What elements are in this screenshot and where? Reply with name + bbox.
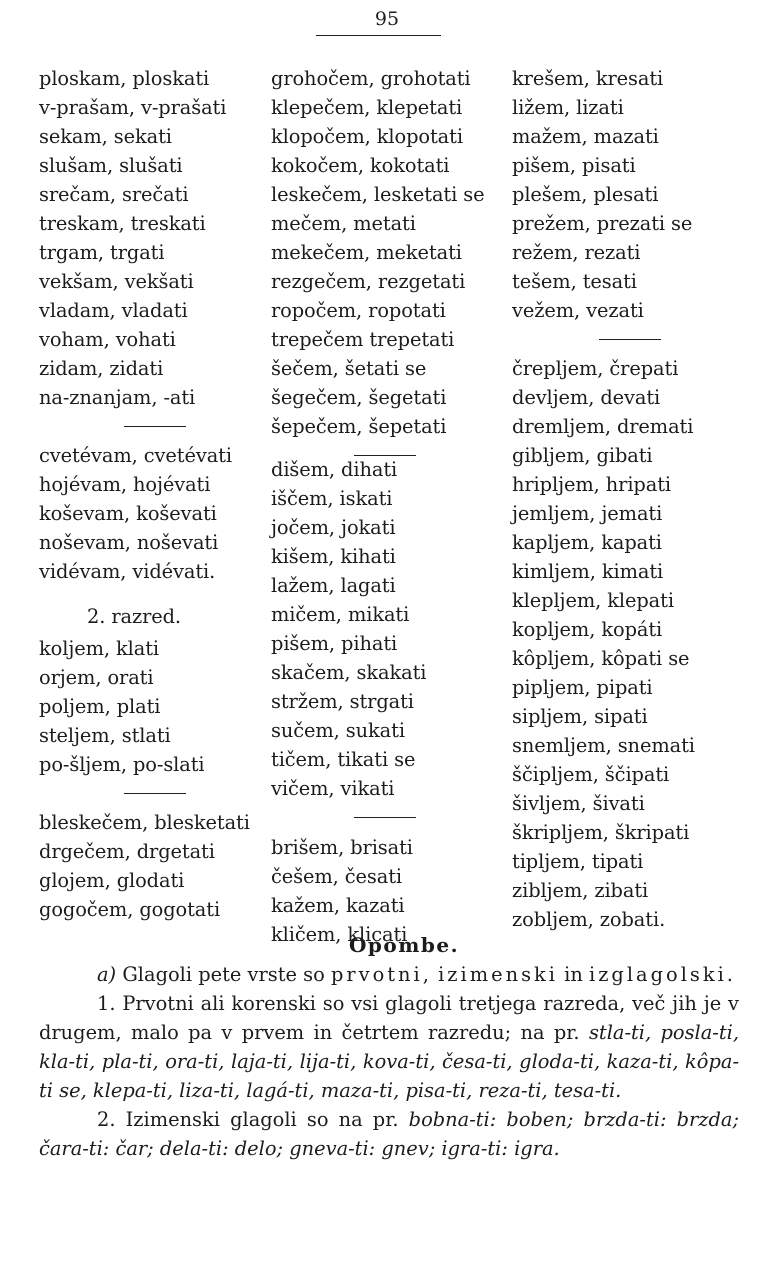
word-pair: klepljem, klepati xyxy=(512,589,674,612)
word-pair: lažem, lagati xyxy=(271,574,396,597)
word-pair: cvetévam, cvetévati xyxy=(39,444,232,467)
word-pair: pišem, pisati xyxy=(512,154,636,177)
section-heading: 2. razred. xyxy=(86,605,182,628)
col1-group-a xyxy=(39,64,284,412)
word-pair: slušam, slušati xyxy=(39,154,183,177)
word-pair: krešem, kresati xyxy=(512,67,664,90)
word-pair: ploskam, ploskati xyxy=(39,67,210,90)
word-pair: koševam, koševati xyxy=(39,502,217,525)
word-pair: gibljem, gibati xyxy=(512,444,653,467)
word-pair: kažem, kazati xyxy=(271,894,405,917)
header-rule xyxy=(316,35,441,36)
word-pair: prežem, prezati se xyxy=(512,212,693,235)
word-pair: gogočem, gogotati xyxy=(39,898,221,921)
word-pair: škripljem, škripati xyxy=(512,821,690,844)
word-pair: v-prašam, v-prašati xyxy=(39,96,227,119)
word-pair: steljem, stlati xyxy=(39,724,171,747)
word-pair: zobljem, zobati. xyxy=(512,908,666,931)
term-prvotni: prvotni, xyxy=(330,963,432,986)
word-pair: plešem, plesati xyxy=(512,183,659,206)
word-pair: devljem, devati xyxy=(512,386,661,409)
word-pair: pipljem, pipati xyxy=(512,676,653,699)
word-pair: kapljem, kapati xyxy=(512,531,662,554)
separator xyxy=(271,803,516,833)
word-pair: klepečem, klepetati xyxy=(271,96,463,119)
note-a xyxy=(39,960,739,989)
note-a-text: Glagoli pete vrste so xyxy=(122,963,325,986)
note-1-text: 1. Prvotni ali korenski so vsi glagoli tretjega razreda, več jih je v drugem, malo pa v prvem in četrtem razredu; na pr. xyxy=(39,992,739,1044)
separator xyxy=(512,325,757,354)
word-pair: skačem, skakati xyxy=(271,661,427,684)
col3-group-a xyxy=(512,64,757,325)
word-pair: kokočem, kokotati xyxy=(271,154,450,177)
word-pair: ližem, lizati xyxy=(512,96,624,119)
word-pair: kimljem, kimati xyxy=(512,560,664,583)
note-a-conj: in xyxy=(564,963,583,986)
word-pair: stržem, strgati xyxy=(271,690,414,713)
separator xyxy=(271,441,516,455)
col2-group-a xyxy=(271,64,516,441)
col1-group-b xyxy=(39,441,284,586)
word-pair: trgam, trgati xyxy=(39,241,165,264)
word-pair: vekšam, vekšati xyxy=(39,270,194,293)
word-pair: hojévam, hojévati xyxy=(39,473,211,496)
word-pair: vladam, vladati xyxy=(39,299,188,322)
note-a-label: a) xyxy=(97,963,117,986)
page-number: 95 xyxy=(374,8,400,30)
term-izimenski: izimenski xyxy=(438,963,558,986)
word-pair: jemljem, jemati xyxy=(512,502,663,525)
column-2 xyxy=(271,64,516,949)
word-pair: orjem, orati xyxy=(39,666,154,689)
note-1-examples: stla-ti, posla-ti, kla-ti, pla-ti, ora-ti, laja-ti, lija-ti, kova-ti, česa-ti, gloda-ti, kaza-ti, kôpa-ti se, klepa-ti, liza-ti, lagá-ti, maza-ti, pisa-ti, reza-ti, tesa-ti. xyxy=(39,1021,740,1102)
word-pair: ščipljem, ščipati xyxy=(512,763,670,786)
col1-group-d xyxy=(39,808,284,924)
word-pair: vičem, vikati xyxy=(271,777,395,800)
word-pair: mičem, mikati xyxy=(271,603,410,626)
word-pair: poljem, plati xyxy=(39,695,161,718)
word-pair: snemljem, snemati xyxy=(512,734,695,757)
col1-group-c xyxy=(39,634,284,779)
col2-group-b xyxy=(271,455,516,803)
word-pair: šegečem, šegetati xyxy=(271,386,447,409)
word-pair: treskam, treskati xyxy=(39,212,206,235)
word-pair: brišem, brisati xyxy=(271,836,413,859)
word-pair: šečem, šetati se xyxy=(271,357,427,380)
word-pair: tipljem, tipati xyxy=(512,850,644,873)
word-pair: zidam, zidati xyxy=(39,357,164,380)
column-3 xyxy=(512,64,757,934)
note-2 xyxy=(39,1105,739,1163)
word-pair: rezgečem, rezgetati xyxy=(271,270,466,293)
word-pair: hripljem, hripati xyxy=(512,473,672,496)
word-pair: šepečem, šepetati xyxy=(271,415,447,438)
word-pair: kišem, kihati xyxy=(271,545,396,568)
word-pair: vežem, vezati xyxy=(512,299,644,322)
word-pair: kopljem, kopáti xyxy=(512,618,663,641)
separator xyxy=(39,779,284,808)
separator xyxy=(39,412,284,441)
word-pair: srečam, srečati xyxy=(39,183,189,206)
col3-group-b xyxy=(512,354,757,934)
word-pair: ropočem, ropotati xyxy=(271,299,446,322)
word-pair: kličem, klicati xyxy=(271,923,408,946)
word-pair: leskečem, lesketati se xyxy=(271,183,485,206)
word-pair: jočem, jokati xyxy=(271,516,396,539)
note-1 xyxy=(39,989,739,1105)
word-pair: kôpljem, kôpati se xyxy=(512,647,690,670)
word-pair: po-šljem, po-slati xyxy=(39,753,205,776)
notes-title: Opombe. xyxy=(348,933,460,957)
word-pair: trepečem trepetati xyxy=(271,328,455,351)
word-pair: režem, rezati xyxy=(512,241,641,264)
column-1 xyxy=(39,64,284,924)
word-pair: klopočem, klopotati xyxy=(271,125,463,148)
word-pair: šivljem, šivati xyxy=(512,792,645,815)
word-pair: tešem, tesati xyxy=(512,270,637,293)
word-pair: drgečem, drgetati xyxy=(39,840,215,863)
word-pair: vidévam, vidévati. xyxy=(39,560,216,583)
word-pair: češem, česati xyxy=(271,865,403,888)
word-pair: glojem, glodati xyxy=(39,869,185,892)
word-pair: grohočem, grohotati xyxy=(271,67,471,90)
word-pair: bleskečem, blesketati xyxy=(39,811,250,834)
word-pair: pišem, pihati xyxy=(271,632,398,655)
word-pair: mekečem, meketati xyxy=(271,241,462,264)
word-pair: dremljem, dremati xyxy=(512,415,694,438)
word-pair: zibljem, zibati xyxy=(512,879,649,902)
word-pair: voham, vohati xyxy=(39,328,176,351)
word-pair: na-znanjam, -ati xyxy=(39,386,196,409)
word-pair: mečem, metati xyxy=(271,212,416,235)
word-pair: tičem, tikati se xyxy=(271,748,416,771)
word-pair: mažem, mazati xyxy=(512,125,659,148)
word-pair: črepljem, črepati xyxy=(512,357,679,380)
word-pair: sipljem, sipati xyxy=(512,705,648,728)
note-2-text: 2. Izimenski glagoli so na pr. xyxy=(97,1108,399,1131)
word-pair: noševam, noševati xyxy=(39,531,219,554)
word-pair: sekam, sekati xyxy=(39,125,172,148)
term-izglagolski: izglagolski. xyxy=(589,963,736,986)
word-pair: iščem, iskati xyxy=(271,487,393,510)
word-pair: sučem, sukati xyxy=(271,719,405,742)
word-pair: dišem, dihati xyxy=(271,458,398,481)
notes-section xyxy=(39,930,739,1163)
word-pair: koljem, klati xyxy=(39,637,160,660)
note-2-examples: bobna-ti: boben; brzda-ti: brzda; čara-ti: čar; dela-ti: delo; gneva-ti: gnev; igra-ti: igra. xyxy=(39,1108,740,1160)
